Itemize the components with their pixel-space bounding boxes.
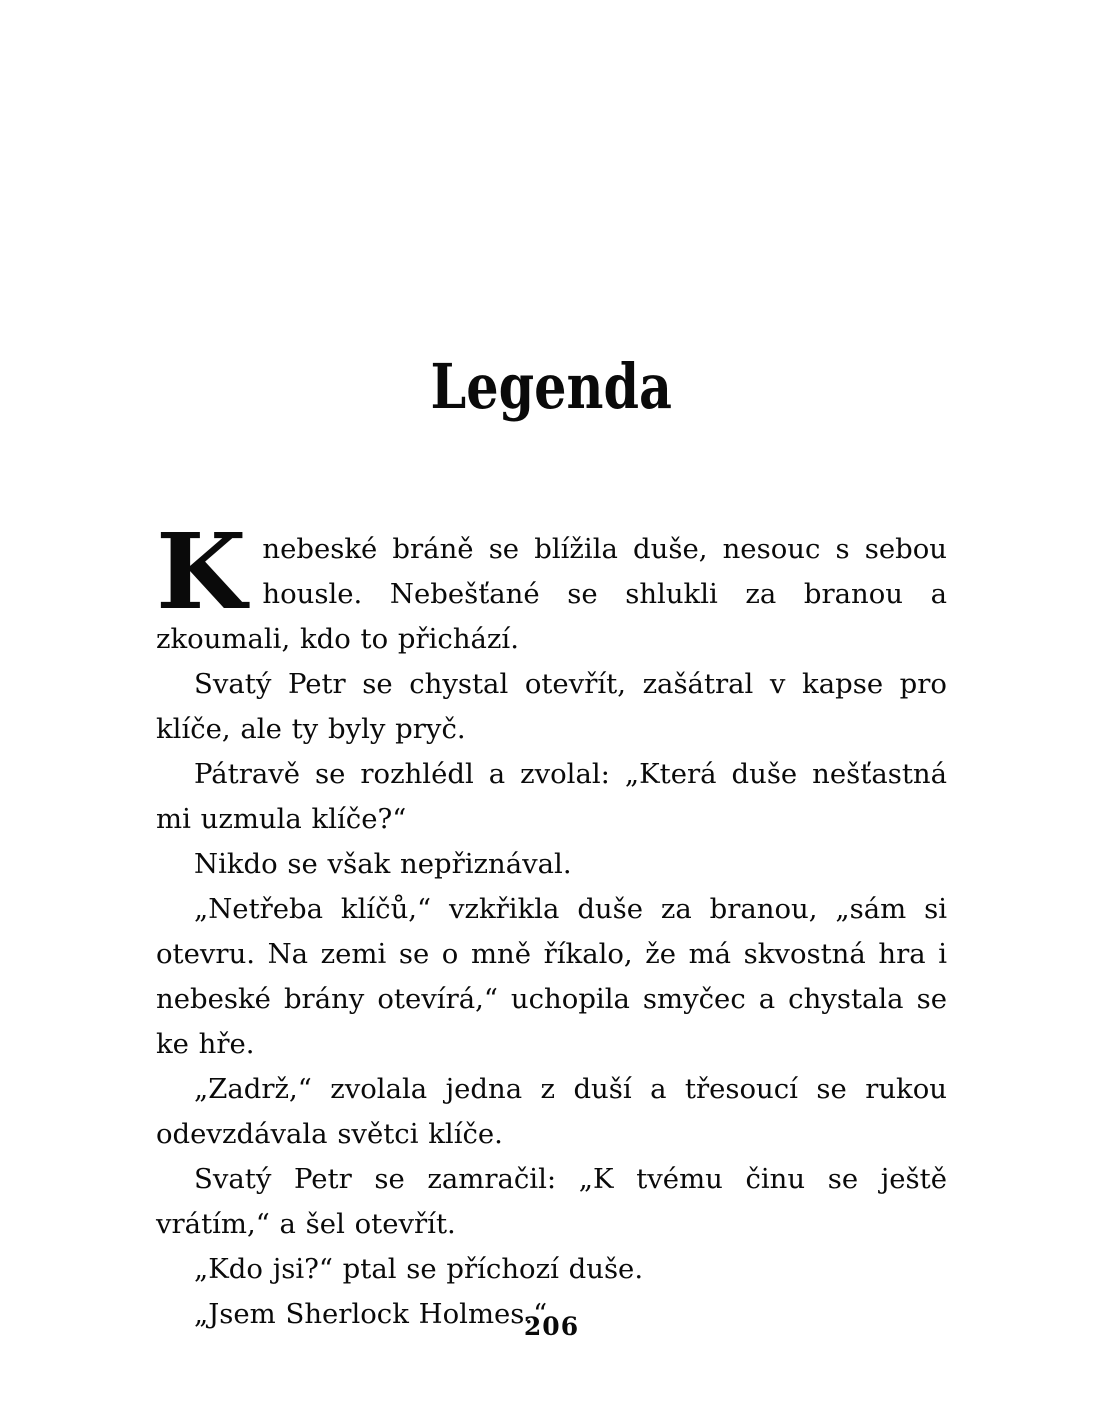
paragraph bbox=[156, 1247, 947, 1292]
paragraph bbox=[156, 1067, 947, 1157]
paragraph bbox=[156, 842, 947, 887]
paragraph-text: Svatý Petr se chystal otevřít, zašátral v kapse pro klíče, ale ty byly pryč. bbox=[156, 668, 947, 745]
paragraph bbox=[156, 510, 947, 662]
paragraph-text: „Kdo jsi?“ ptal se příchozí duše. bbox=[194, 1253, 644, 1285]
drop-cap: K bbox=[156, 510, 247, 633]
paragraph-text: Nikdo se však nepřiznával. bbox=[194, 848, 572, 880]
paragraph-text: „Zadrž,“ zvolala jedna z duší a třesoucí se rukou odevzdávala světci klíče. bbox=[156, 1073, 947, 1150]
page-number: 206 bbox=[523, 1312, 580, 1341]
paragraph bbox=[156, 752, 947, 842]
paragraph bbox=[156, 887, 947, 1067]
body-text bbox=[156, 510, 947, 1337]
paragraph-text: nebeské bráně se blížila duše, nesouc s sebou housle. Nebešťané se shlukli za branou a zkoumali, kdo to přichází. bbox=[156, 533, 947, 655]
paragraph-text: „Jsem Sherlock Holmes.“ bbox=[194, 1298, 548, 1330]
paragraph-text: Pátravě se rozhlédl a zvolal: „Která duše nešťastná mi uzmula klíče?“ bbox=[156, 758, 947, 835]
paragraph bbox=[156, 662, 947, 752]
paragraph-text: „Netřeba klíčů,“ vzkřikla duše za branou, „sám si otevru. Na zemi se o mně říkalo, že má skvostná hra i nebeské brány otevírá,“ uchopila smyčec a chystala se ke hře. bbox=[156, 893, 947, 1060]
chapter-title-text: Legenda bbox=[430, 350, 673, 423]
paragraph bbox=[156, 1157, 947, 1247]
paragraph-text: Svatý Petr se zamračil: „K tvému činu se ještě vrátím,“ a šel otevřít. bbox=[156, 1163, 947, 1240]
chapter-title bbox=[156, 0, 947, 423]
